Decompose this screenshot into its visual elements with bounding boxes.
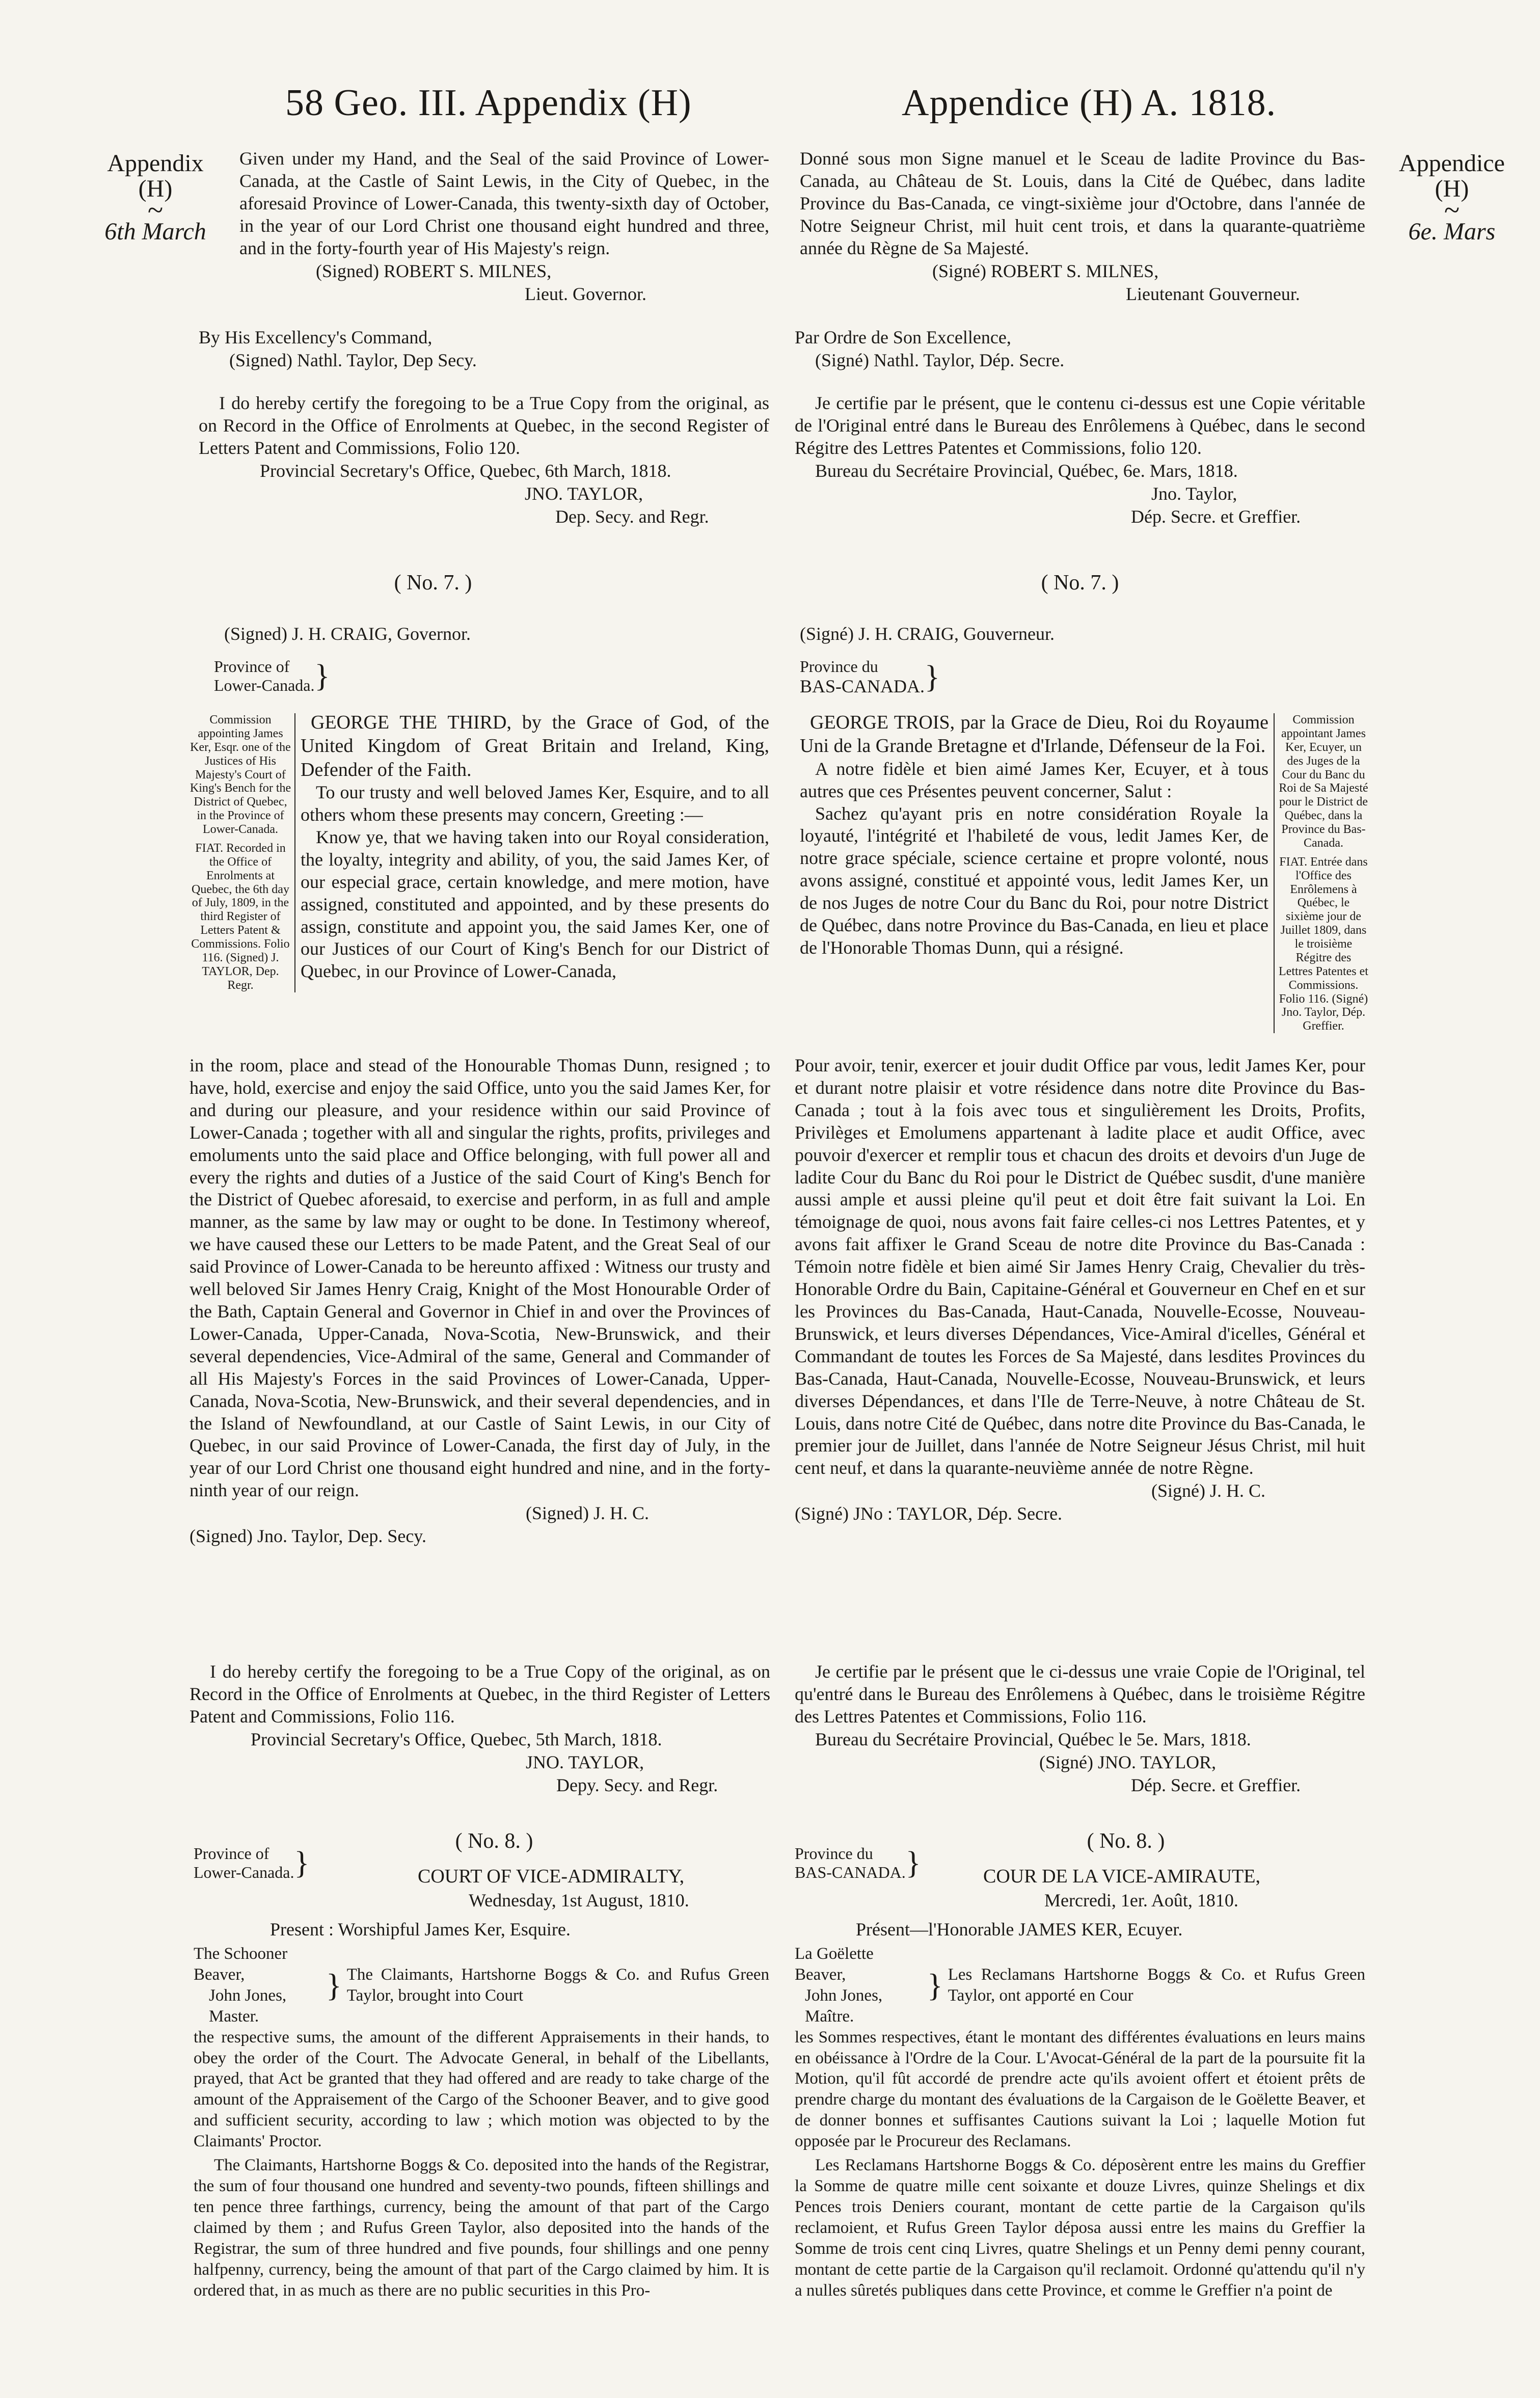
fr-taylor1-title: Dép. Secre. et Greffier. — [1131, 506, 1301, 527]
fr-prov-line2: BAS-CANADA. — [800, 676, 925, 696]
en-prov-line1: Province of — [214, 657, 290, 676]
fr-taylor2-title: Dép. Secre. et Greffier. — [1131, 1774, 1301, 1795]
fr-goelette2: John Jones, Maître. — [805, 1986, 883, 2026]
en-prov-line2: Lower-Canada. — [214, 676, 315, 694]
margin-right-line2: (H) — [1435, 175, 1469, 203]
fr-certifie2: Je certifie par le présent que le ci-dessus une vraie Copie de l'Original, tel qu'entré dans le Bureau des Enrôlemens à Québec, dans le troisième Régitre des Lettres Patentes et Commissions, Folio 116. — [795, 1661, 1365, 1727]
margin-left-line1: Appendix — [107, 150, 204, 177]
en-to-our: To our trusty and well beloved James Ker, Esquire, and to all others whom these presents may concern, Greeting :— — [301, 782, 769, 825]
fr-court-title: COUR DE LA VICE-AMIRAUTE, — [983, 1866, 1260, 1887]
fr-sig1-name: (Signé) ROBERT S. MILNES, — [932, 260, 1159, 281]
fr-court-heading — [983, 1865, 1370, 1912]
en-certify1-block — [199, 392, 769, 528]
en-court-title: COURT OF VICE-ADMIRALTY, — [418, 1866, 685, 1887]
fr-province-label — [800, 657, 940, 697]
page-header-right: Appendice (H) A. 1818. — [902, 82, 1277, 124]
margin-left-line2: (H) — [138, 175, 173, 203]
en-taylor1-name: JNO. TAYLOR, — [525, 483, 643, 504]
en-command-block — [199, 326, 759, 372]
en-body-main: in the room, place and stead of the Honourable Thomas Dunn, resigned ; to have, hold, exercise and enjoy the said Office, unto you the said James Ker, for and during our pleasure, and your residence within our said Province of Lower-Canada ; together with all and singular the rights, profits, privileges and emoluments unto the said place and Office belonging, with full power all and every the rights and duties of a Justice of the said Court of King's Bench for the District of Quebec aforesaid, to exercise and perform, in as full and ample manner, as the same by law may or ought to be done. In Testimony whereof, we have caused these our Letters to be made Patent, and the Great Seal of our said Province of Lower-Canada to be hereunto affixed : Witness our trusty and well beloved Sir James Henry Craig, Knight of the Most Honourable Order of the Bath, Captain General and Governor in Chief in and over the Provinces of Lower-Canada, Upper-Canada, Nova-Scotia, New-Brunswick, and their several dependencies, Vice-Admiral of the same, General and Commander of all His Majesty's Forces in the said Provinces of Lower-Canada, Upper-Canada, Nova-Scotia, New-Brunswick, and their several dependencies, and in the Island of Newfoundland, at our Castle of Saint Lewis, in our City of Quebec, in our said Province of Lower-Canada, the first day of July, in the year of our Lord Christ one thousand eight hundred and nine, and in the forty-ninth year of our reign. — [190, 1055, 770, 1501]
en-office1: Provincial Secretary's Office, Quebec, 6th March, 1818. — [260, 460, 671, 481]
en-sig1-name: (Signed) ROBERT S. MILNES, — [316, 260, 552, 281]
fr-deposent: Les Reclamans Hartshorne Boggs & Co. déposèrent entre les mains du Greffier la Somme de quatre mille cent soixante et douze Livres, quinze Shelings et dix Pences trois Deniers courant, montant de cette partie de la Cargaison qu'ils reclamoient, et Rufus Green Taylor déposa aussi entre les mains du Greffier la Somme de trois cent cinq Livres, quatre Shelings et un Penny demi penny courant, montant de cette partie de la Cargaison qu'il reclamoit. Ordonné qu'attendu qu'il n'y a nulles sûretés publiques dans cette Province, et comme le Greffier n'a point de — [795, 2156, 1365, 2300]
flourish-icon: ~ — [147, 194, 164, 226]
fr-commission-opening — [800, 711, 1268, 959]
fr-reclamans-rest: les Sommes respectives, étant le montant des différentes évaluations en leurs mains en obéissance à l'Ordre de la Cour. L'Avocat-Général de la part de la poursuite fit la Motion, qu'il fût accordé de prendre acte qu'ils avoient offert et étoient prêts de prendre charge du montant des évaluations de la Cargaison de le Goëlette Beaver, et de donner bonnes et suffisantes Cautions suivant la Loi ; laquelle Motion fut opposée par le Procureur des Reclamans. — [795, 2028, 1365, 2151]
fr-note-fiat: FIAT. Entrée dans l'Office des Enrôlemens à Québec, le sixième jour de Juillet 1809, dans le troisième Régitre des Lettres Patentes et Commissions. Folio 116. (Signé) Jno. Taylor, Dép. Greffier. — [1279, 855, 1368, 1033]
en-province-label — [214, 657, 330, 695]
margin-appendix-left — [92, 151, 219, 245]
fr-commission-body — [795, 1055, 1365, 1525]
en-court-heading — [418, 1865, 774, 1912]
en-commission-body — [190, 1055, 770, 1548]
margin-left-line3: 6th March — [104, 218, 206, 246]
fr-note-commission: Commission appointant James Ker, Ecuyer, un des Juges de la Cour du Banc du Roi de Sa Majesté pour le District de Québec, dans la Province du Bas-Canada. — [1279, 713, 1368, 850]
en-note-commission: Commission appointing James Ker, Esqr. one of the Justices of His Majesty's Court of King's Bench for the District of Quebec, in the Province of Lower-Canada. — [190, 713, 291, 836]
en-know-ye: Know ye, that we having taken into our Royal consideration, the loyalty, integrity and ability, of you, the said James Ker, of our especial grace, certain knowledge, and mere motion, have assigned, constituted and appointed, and by these presents do assign, constitute and appoint you, the said James Ker, one of our Justices of our Court of King's Bench for our District of Quebec, in our Province of Lower-Canada, — [301, 826, 769, 982]
brace-icon: } — [314, 658, 330, 693]
en-office2: Provincial Secretary's Office, Quebec, 5th March, 1818. — [251, 1729, 662, 1749]
flourish-icon: ~ — [1444, 194, 1460, 226]
en-certify1: I do hereby certify the foregoing to be a True Copy from the original, as on Record in the Office of Enrolments at Quebec, in the second Register of Letters Patent and Commissions, Folio 120. — [199, 393, 769, 458]
fr-prov2-line1: Province du — [795, 1844, 873, 1863]
en-given-block — [239, 148, 769, 306]
brace-icon: } — [905, 1845, 921, 1880]
fr-no8: ( No. 8. ) — [1087, 1829, 1165, 1853]
fr-court-date: Mercredi, 1er. Août, 1810. — [1044, 1890, 1238, 1910]
brace-icon: } — [927, 1966, 943, 2003]
fr-marginal-notes — [1274, 713, 1369, 1033]
fr-sachez: Sachez qu'ayant pris en notre considération Royale la loyauté, l'intégrité et l'habileté de vous, ledit James Ker, de notre grace spéciale, science certaine et propre volonté, nous avons assigné, constitué et appointé vous, ledit James Ker, un de nos Juges de notre Cour du Banc du Roi, pour notre District de Québec, dans notre Province du Bas-Canada, en lieu et place de l'Honorable Thomas Dunn, qui a résigné. — [800, 803, 1268, 958]
fr-signe-taylor: (Signé) JNo : TAYLOR, Dép. Secre. — [795, 1503, 1063, 1524]
fr-no7: ( No. 7. ) — [1041, 571, 1119, 595]
fr-taylor1-name: Jno. Taylor, — [1151, 483, 1237, 504]
en-command: By His Excellency's Command, — [199, 327, 433, 347]
en-signed-jhc: (Signed) J. H. C. — [526, 1503, 649, 1524]
en-signed-taylor: (Signed) Jno. Taylor, Dep. Secy. — [190, 1526, 426, 1547]
en-schooner1: The Schooner Beaver, — [194, 1945, 288, 1984]
en-taylor2-name: JNO. TAYLOR, — [526, 1752, 644, 1772]
fr-reclamans-start: Les Reclamans Hartshorne Boggs & Co. et Rufus Green Taylor, ont apporté en Cour — [948, 1965, 1365, 2005]
margin-right-line3: 6e. Mars — [1408, 218, 1496, 246]
en-commission-opening — [301, 711, 769, 983]
margin-appendix-right — [1381, 151, 1523, 245]
page-header-left: 58 Geo. III. Appendix (H) — [285, 82, 692, 124]
fr-ordre: Par Ordre de Son Excellence, — [795, 327, 1011, 347]
fr-donne-text: Donné sous mon Signe manuel et le Sceau de ladite Province du Bas-Canada, au Château de St. Louis, dans la Cité de Québec, dans ladite Province du Bas-Canada, ce vingt-sixième jour d'Octobre, dans l'année de Notre Seigneur Christ, mil huit cent trois, et dans la quarante-quatrième année du Règne de Sa Majesté. — [800, 148, 1365, 258]
en-deposit: The Claimants, Hartshorne Boggs & Co. deposited into the hands of the Registrar, the sum of four thousand one hundred and seventy-two pounds, fifteen shillings and ten pence three farthings, currency, being the amount of that part of the Cargo claimed by them ; and Rufus Green Taylor, also deposited into the hands of the Registrar, the sum of three hundred and five pounds, four shillings and one penny halfpenny, currency, being the amount of that part of the Cargo claimed by him. It is ordered that, in as much as there are no public securities in this Pro- — [194, 2156, 769, 2300]
fr-present: Présent—l'Honorable JAMES KER, Ecuyer. — [856, 1919, 1183, 1939]
fr-court-body — [795, 1944, 1365, 2301]
en-prov2-line1: Province of — [194, 1844, 269, 1863]
en-claimants-start: The Claimants, Hartshorne Boggs & Co. and Rufus Green Taylor, brought into Court — [346, 1965, 769, 2005]
brace-icon: } — [294, 1845, 310, 1880]
fr-bureau1: Bureau du Secrétaire Provincial, Québec, 6e. Mars, 1818. — [815, 460, 1238, 481]
en-command-sig: (Signed) Nathl. Taylor, Dep Secy. — [229, 350, 477, 370]
en-no7: ( No. 7. ) — [394, 571, 472, 595]
fr-george: GEORGE TROIS, par la Grace de Dieu, Roi du Royaume Uni de la Grande Bretagne et d'Irlande, Défenseur de la Foi. — [800, 712, 1268, 757]
fr-ordre-sig: (Signé) Nathl. Taylor, Dép. Secre. — [815, 350, 1065, 370]
en-claimants-rest: the respective sums, the amount of the different Appraisements in their hands, to obey the order of the Court. The Advocate General, in behalf of the Libellants, prayed, that Act be granted that they had offered and are ready to take charge of the amount of the Appraisement of the Cargo of the Schooner Beaver, and to give good and sufficient security, according to law ; which motion was objected to by the Claimants' Proctor. — [194, 2028, 769, 2151]
en-schooner2: John Jones, Master. — [209, 1986, 287, 2026]
en-taylor2-title: Depy. Secy. and Regr. — [556, 1774, 718, 1795]
en-province-label-2 — [194, 1844, 309, 1882]
brace-icon: } — [326, 1966, 342, 2003]
fr-certifie1: Je certifie par le présent, que le contenu ci-dessus est une Copie véritable de l'Original entré dans le Bureau des Enrôlemens à Québec, dans le second Régitre des Lettres Patentes et Commissions, folio 120. — [795, 393, 1365, 458]
fr-certifie1-block — [795, 392, 1365, 528]
margin-right-line1: Appendice — [1399, 150, 1505, 177]
fr-taylor2-name: (Signé) JNO. TAYLOR, — [1039, 1752, 1217, 1772]
en-certify2: I do hereby certify the foregoing to be a True Copy of the original, as on Record in the Office of Enrolments at Quebec, in the third Register of Letters Patent and Commissions, Folio 116. — [190, 1661, 770, 1727]
fr-signe-jhc: (Signé) J. H. C. — [1151, 1480, 1265, 1501]
fr-sig1-title: Lieutenant Gouverneur. — [1126, 283, 1300, 304]
en-prov2-line2: Lower-Canada. — [194, 1863, 294, 1881]
en-present: Present : Worshipful James Ker, Esquire. — [270, 1919, 571, 1939]
en-marginal-notes — [190, 713, 295, 992]
fr-donne-block — [800, 148, 1365, 306]
en-court-date: Wednesday, 1st August, 1810. — [469, 1890, 689, 1910]
en-no8: ( No. 8. ) — [455, 1829, 533, 1853]
fr-goelette1: La Goëlette Beaver, — [795, 1945, 874, 1984]
en-taylor1-title: Dep. Secy. and Regr. — [555, 506, 709, 527]
fr-body-main: Pour avoir, tenir, exercer et jouir dudit Office par vous, ledit James Ker, pour et durant notre plaisir et votre résidence dans notre dite Province du Bas-Canada ; tout à la fois avec tous et singulièrement les Droits, Profits, Privilèges et Emolumens appartenant à ladite place et audit Office, avec pouvoir d'exercer et remplir tous et chacun des droits et devoirs d'un Juge de ladite Cour du Banc du Roi pour le District de Québec susdit, d'une manière aussi ample et aussi pleine qu'il peut et doit être fait suivant la Loi. En témoignage de quoi, nous avons fait faire celles-ci nos Lettres Patentes, et y avons fait affixer le Grand Sceau de notre dite Province du Bas-Canada : Témoin notre fidèle et bien aimé Sir James Henry Craig, Chevalier du très-Honorable Ordre du Bain, Capitaine-Général et Gouverneur en Chef en et sur les Provinces du Bas-Canada, Haut-Canada, Nouvelle-Ecosse, Nouveau-Brunswick, et leurs diverses Dépendances, Vice-Amiral d'icelles, Général et Commandant de toutes les Forces de Sa Majesté, dans lesdites Provinces du Bas-Canada, Haut-Canada, Nouvelle-Ecosse, Nouveau-Brunswick, et leurs diverses Dépendances, et dans l'Ile de Terre-Neuve, à notre Château de St. Louis, dans notre Cité de Québec, dans notre dite Province du Bas-Canada, le premier jour de Juillet, dans l'année de Notre Seigneur Jésus Christ, mil huit cent neuf, et dans la quarante-neuvième année de notre Règne. — [795, 1055, 1365, 1478]
en-sig1-title: Lieut. Governor. — [525, 283, 646, 304]
en-court-body — [194, 1944, 769, 2301]
en-certify2-block — [190, 1661, 770, 1797]
fr-prov-line1: Province du — [800, 657, 878, 676]
fr-certifie2-block — [795, 1661, 1365, 1797]
fr-notre: A notre fidèle et bien aimé James Ker, Ecuyer, et à tous autres que ces Présentes peuvent concerner, Salut : — [800, 758, 1268, 801]
en-given-text: Given under my Hand, and the Seal of the said Province of Lower-Canada, at the Castle of Saint Lewis, in the City of Quebec, in the aforesaid Province of Lower-Canada, this twenty-sixth day of October, in the year of our Lord Christ one thousand eight hundred and three, and in the forty-fourth year of His Majesty's reign. — [239, 148, 769, 258]
fr-craig-sig: (Signé) J. H. CRAIG, Gouverneur. — [800, 624, 1055, 644]
brace-icon: } — [925, 660, 940, 695]
fr-ordre-block — [795, 326, 1365, 372]
en-note-fiat: FIAT. Recorded in the Office of Enrolments at Quebec, the 6th day of July, 1809, in the third Register of Letters Patent & Commissions. Folio 116. (Signed) J. TAYLOR, Dep. Regr. — [191, 841, 290, 992]
en-george: GEORGE THE THIRD, by the Grace of God, of the United Kingdom of Great Britain and Ireland, King, Defender of the Faith. — [301, 712, 769, 780]
en-craig-sig: (Signed) J. H. CRAIG, Governor. — [224, 624, 471, 644]
fr-prov2-line2: BAS-CANADA. — [795, 1863, 906, 1881]
fr-bureau2: Bureau du Secrétaire Provincial, Québec le 5e. Mars, 1818. — [815, 1729, 1251, 1749]
fr-province-label-2 — [795, 1844, 921, 1882]
